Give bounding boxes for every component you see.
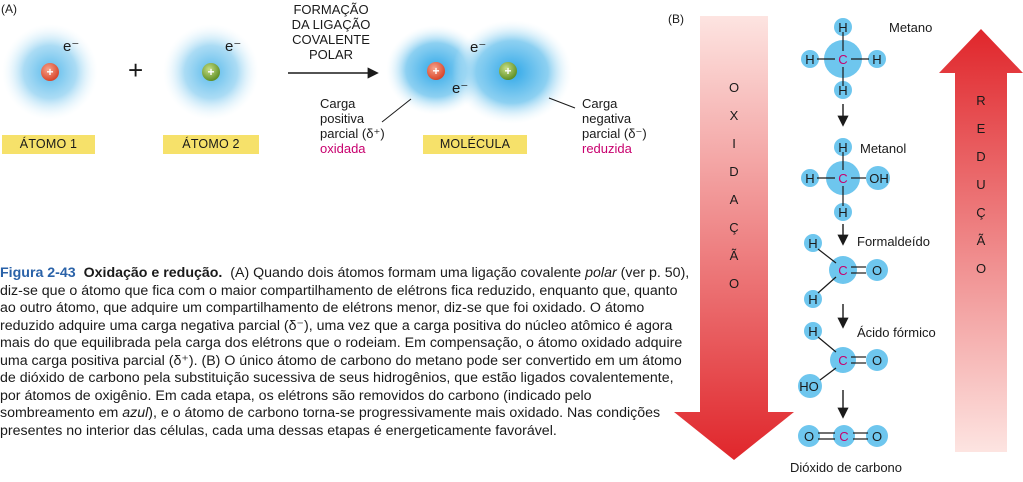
molecule-tag: MOLÉCULA (423, 135, 527, 154)
atom2-tag: ÁTOMO 2 (163, 135, 259, 154)
atom1-nucleus-charge: + (46, 65, 54, 79)
methane-name: Metano (889, 20, 933, 35)
methanol-oh: OH (869, 171, 889, 186)
formaldehyde-oxygen: O (871, 263, 883, 278)
formic-acid-oxygen: O (871, 353, 883, 368)
co2-oxygen-left: O (803, 429, 815, 444)
co2-oxygen-right: O (871, 429, 883, 444)
co2-carbon: C (839, 429, 849, 444)
methanol-carbon: C (838, 171, 848, 186)
reduced-charge-note: Carga negativa parcial (δ⁻) reduzida (582, 96, 662, 156)
oxidized-charge-note: Carga positiva parcial (δ⁺) oxidada (320, 96, 400, 156)
reduction-word: R E D U Ç Ã O (975, 93, 987, 276)
methanol-h-left: H (805, 171, 815, 186)
caption-text-3: ), e o átomo de carbono torna-se progressivamente mais oxidado. Nas condições presentes no interior das células, cada uma dessas etapas é energeticamente favorável. (0, 405, 661, 439)
oxidized-state: oxidada (320, 141, 366, 156)
methane-h-left: H (805, 52, 815, 67)
formic-acid-carbon: C (838, 353, 848, 368)
formic-acid-h: H (808, 324, 818, 339)
formic-acid-ho: HO (799, 379, 819, 394)
panel-a-label: (A) (1, 2, 17, 16)
figure-title: Oxidação e redução. (83, 265, 223, 281)
formaldehyde-name: Formaldeído (857, 234, 930, 249)
formaldehyde-carbon: C (838, 263, 848, 278)
formaldehyde-h-top: H (808, 236, 818, 251)
atom2-nucleus-charge: + (207, 65, 215, 79)
atom1-electron: e⁻ (63, 38, 80, 55)
molecule-nucleus-charge-right: + (504, 64, 512, 78)
methanol-name: Metanol (860, 141, 907, 156)
atom2-electron: e⁻ (225, 38, 242, 55)
molecule-electron-2: e⁻ (452, 80, 469, 97)
methane-h-bottom: H (838, 83, 848, 98)
caption-emphasis-azul: azul (122, 405, 149, 421)
methane-h-top: H (838, 20, 848, 35)
oxidation-word: O X I D A Ç Ã O (728, 80, 740, 291)
molecule-electron-1: e⁻ (470, 39, 487, 56)
methane-carbon: C (838, 52, 848, 67)
panel-b-label: (B) (668, 12, 684, 26)
formaldehyde-h-bottom: H (808, 292, 818, 307)
molecule-nucleus-charge-left: + (432, 64, 440, 78)
caption-emphasis-polar: polar (585, 265, 617, 281)
plus-sign: + (128, 55, 144, 85)
methanol-h-top: H (838, 140, 848, 155)
figure-number: Figura 2-43 (0, 265, 76, 281)
formic-acid-name: Ácido fórmico (857, 325, 936, 340)
reduced-state: reduzida (582, 141, 632, 156)
bond-formation-label: FORMAÇÃO DA LIGAÇÃO COVALENTE POLAR (291, 2, 371, 62)
caption-text-1: (A) Quando dois átomos formam uma ligação covalente (230, 265, 586, 281)
methanol-h-bottom: H (838, 205, 848, 220)
caption-text-2: (ver p. 50), diz-se que o átomo que fica com o maior compartilhamento de elétrons fica reduzido, enquanto que, quanto ao outro átomo, que adquire um compartilhamento de elétrons menor, diz-se que foi oxidado. O átomo reduzido adquire uma carga negativa parcial (δ⁻), uma vez que a carga positiva do núcleo atômico é agora mais do que equilibrada pela carga dos elétrons que o rodeiam. Em compensação, o átomo oxidado adquire uma carga positiva parcial (δ⁺). (B) O único átomo de carbono do metano pode ser convertido em um átomo de dióxido de carbono pela substituição sucessiva de seus hidrogênios, que estão ligados covalentemente, por átomos de oxigênio. Em cada etapa, os elétrons são removidos do carbono (indicado pelo sombreamento em (0, 265, 690, 421)
atom1-tag: ÁTOMO 1 (2, 135, 95, 154)
methane-h-right: H (872, 52, 882, 67)
figure-caption (0, 265, 690, 440)
co2-name: Dióxido de carbono (790, 460, 903, 475)
